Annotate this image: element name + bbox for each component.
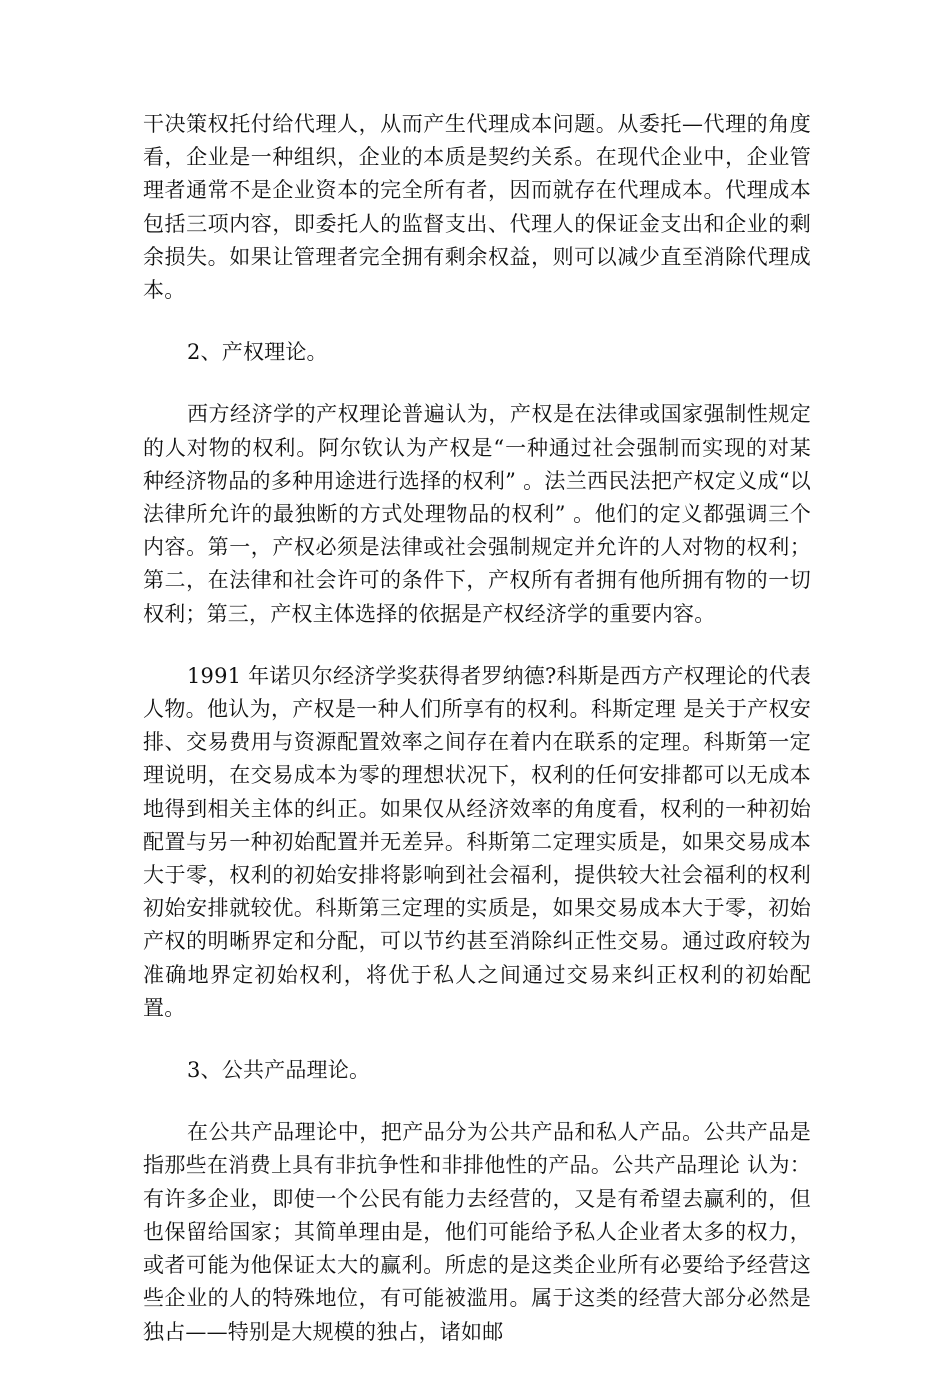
section-heading-public-goods: 3、公共产品理论。 (187, 1058, 371, 1083)
paragraph-public-goods: 在公共产品理论中，把产品分为公共产品和私人产品。公共产品是指那些在消费上具有非抗争性和非排他性的产品。公共产品理论 认为：有许多企业，即使一个公民有能力去经营的，又是有希望去赢利的，但也保留给国家；其简单理由是，他们可能给予私人企业者太多的权力，或者可能为他保证太大的赢利。所虑的是这类企业所有必要给予经营这些企业的人的特殊地位，有可能被滥用。属于这类的经营大部分必然是独占——特别是大规模的独占，诸如邮 (143, 1120, 811, 1344)
paragraph-coase-theorem: 1991 年诺贝尔经济学奖获得者罗纳德?科斯是西方产权理论的代表人物。他认为，产权是一种人们所享有的权利。科斯定理 是关于产权安排、交易费用与资源配置效率之间存在着内在联系的定理。科斯第一定理说明，在交易成本为零的理想状况下，权利的任何安排都可以无成本地得到相关主体的纠正。如果仅从经济效率的角度看，权利的一种初始配置与另一种初始配置并无差异。科斯第二定理实质是，如果交易成本大于零，权利的初始安排将影响到社会福利，提供较大社会福利的权利初始安排就较优。科斯第三定理的实质是，如果交易成本大于零，初始产权的明晰界定和分配，可以节约甚至消除纠正性交易。通过政府较为准确地界定初始权利，将优于私人之间通过交易来纠正权利的初始配置。 (143, 663, 811, 1020)
paragraph-property-rights-definition: 西方经济学的产权理论普遍认为，产权是在法律或国家强制性规定的人对物的权利。阿尔钦认为产权是“一种通过社会强制而实现的对某种经济物品的多种用途进行选择的权利” 。法兰西民法把产权定义成“以法律所允许的最独断的方式处理物品的权利” 。他们的定义都强调三个内容。第一，产权必须是法律或社会强制规定并允许的人对物的权利；第二，在法律和社会许可的条件下，产权所有者拥有他所拥有物的一切权利；第三，产权主体选择的依据是产权经济学的重要内容。 (143, 402, 811, 626)
paragraph-agency-cost: 干决策权托付给代理人，从而产生代理成本问题。从委托—代理的角度看，企业是一种组织，企业的本质是契约关系。在现代企业中，企业管理者通常不是企业资本的完全所有者，因而就存在代理成本。代理成本包括三项内容，即委托人的监督支出、代理人的保证金支出和企业的剩余损失。如果让管理者完全拥有剩余权益，则可以减少直至消除代理成本。 (143, 112, 811, 303)
document-body (143, 108, 811, 1378)
section-heading-property-rights: 2、产权理论。 (187, 340, 328, 365)
